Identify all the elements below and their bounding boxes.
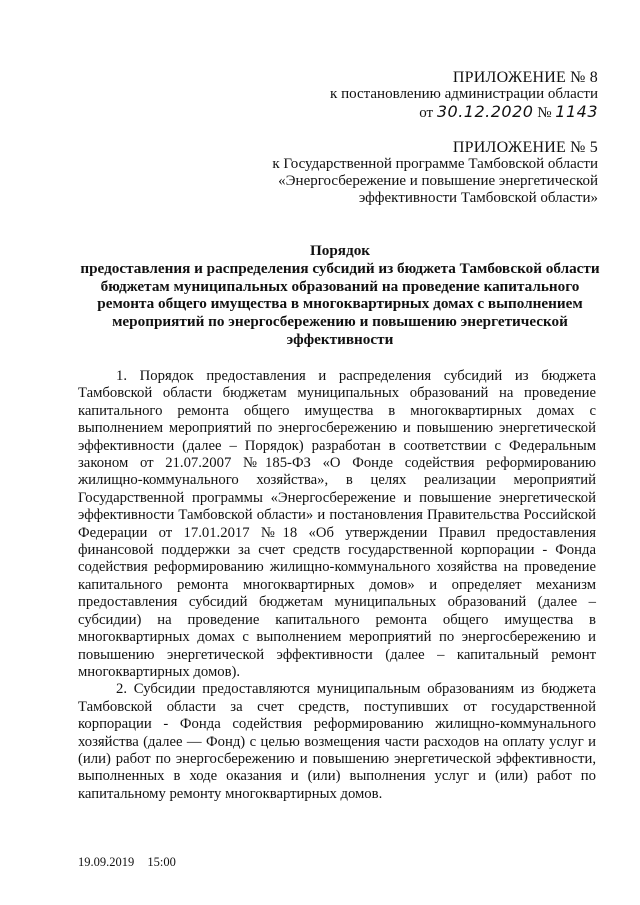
- document-body: [78, 368, 596, 803]
- footer-timestamp: [78, 855, 176, 870]
- number-label: №: [537, 105, 552, 121]
- title-line-6: эффективности: [286, 330, 394, 348]
- from-label: от: [419, 105, 434, 121]
- footer-time: 15:00: [147, 855, 176, 869]
- appendix-8-date-line: [330, 103, 598, 122]
- appendix-5-line-3: эффективности Тамбовской области»: [358, 190, 598, 206]
- title-line-1: Порядок: [309, 242, 371, 259]
- appendix-8-heading: ПРИЛОЖЕНИЕ № 8: [452, 69, 598, 86]
- appendix-8-header: [330, 69, 598, 122]
- paragraph-2: 2. Субсидии предоставляются муниципальным образованиям из бюджета Тамбовской области за счет средств, поступивших от государственной корпорации - Фонда содействия реформированию жилищно-коммунального хозяйства (далее — Фонд) с целью возмещения части расходов на оплату услуг и (или) работ по энергосбережению и повышению энергетической эффективности, выполненных в ходе оказания и (или) выполнения услуг и (или) работ по капитальному ремонту многоквартирных домов.: [78, 681, 596, 802]
- handwritten-date: 30.12.2020: [436, 102, 534, 121]
- appendix-5-line-2: «Энергосбережение и повышение энергетической: [278, 173, 598, 189]
- handwritten-number: 1143: [555, 102, 598, 121]
- appendix-5-header: [272, 139, 598, 207]
- title-line-2: предоставления и распределения субсидий из бюджета Тамбовской области: [80, 259, 600, 277]
- title-line-5: мероприятий по энергосбережению и повышению энергетической: [112, 313, 568, 331]
- title-line-4: ремонта общего имущества в многоквартирных домах с выполнением: [97, 295, 583, 313]
- appendix-5-line-1: к Государственной программе Тамбовской области: [272, 156, 598, 172]
- title-line-3: бюджетам муниципальных образований на проведение капитального: [100, 277, 580, 295]
- footer-date: 19.09.2019: [78, 855, 135, 869]
- paragraph-1: 1. Порядок предоставления и распределения субсидий из бюджета Тамбовской области бюджетам муниципальных образований на проведение капитального ремонта общего имущества в многоквартирных домах с выполнением мероприятий по энергосбережению и повышению энергетической эффективности (далее – Порядок) разработан в соответствии с Федеральным законом от 21.07.2007 №185-ФЗ «О Фонде содействия реформированию жилищно-коммунального хозяйства», в целях реализации мероприятий Государственной программы «Энергосбережение и повышение энергетической эффективности Тамбовской области» и постановления Правительства Российской Федерации от 17.01.2017 №18 «Об утверждении Правил предоставления финансовой поддержки за счет средств государственной корпорации - Фонда содействия реформированию жилищно-коммунального хозяйства на проведение капитального ремонта многоквартирных домов» и определяет механизм предоставления субсидий бюджетам муниципальных образований (далее – субсидии) на проведение капитального ремонта общего имущества в многоквартирных домах с выполнением мероприятий по энергосбережению и повышению энергетической эффективности (далее – капитальный ремонт многоквартирных домов).: [78, 368, 596, 680]
- appendix-8-reference: к постановлению администрации области: [330, 86, 598, 102]
- appendix-5-heading: ПРИЛОЖЕНИЕ № 5: [452, 139, 598, 156]
- document-title: [60, 242, 620, 349]
